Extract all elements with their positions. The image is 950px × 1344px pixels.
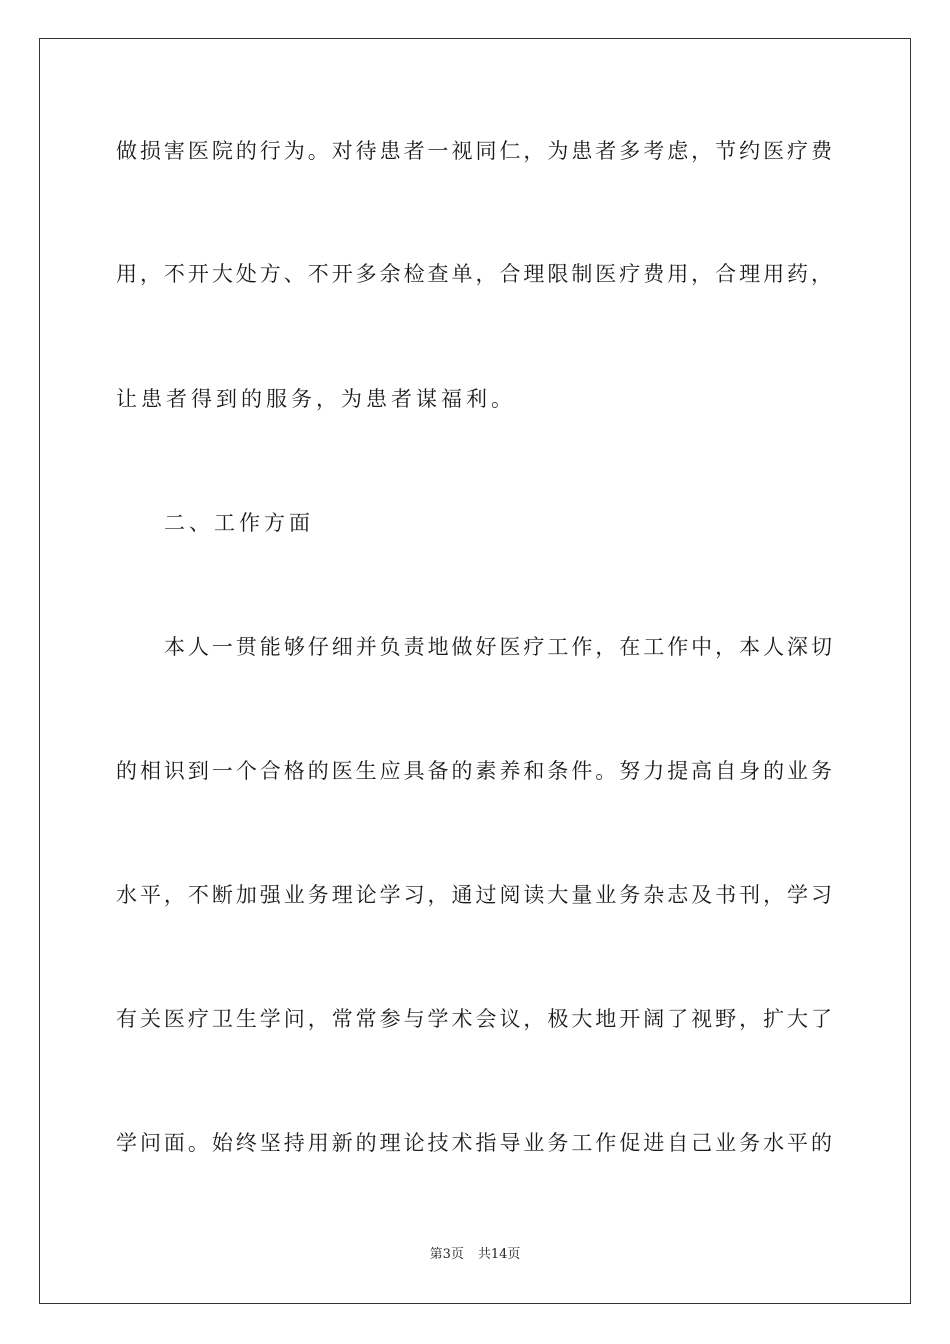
- page-footer: [0, 1246, 950, 1264]
- body-text-line: 学问面。始终坚持用新的理论技术指导业务工作促进自己业务水平的: [116, 1131, 832, 1155]
- body-text-line: 本人一贯能够仔细并负责地做好医疗工作，在工作中，本人深切: [164, 635, 832, 659]
- body-text-line: 让患者得到的服务，为患者谋福利。: [116, 387, 516, 411]
- body-text-line: 水平，不断加强业务理论学习，通过阅读大量业务杂志及书刊，学习: [116, 883, 832, 907]
- body-text-line: 的相识到一个合格的医生应具备的素养和条件。努力提高自身的业务: [116, 759, 832, 783]
- page-total: 共14页: [477, 1247, 521, 1262]
- body-text-line: 做损害医院的行为。对待患者一视同仁，为患者多考虑，节约医疗费: [116, 139, 832, 163]
- body-text-line: 有关医疗卫生学问，常常参与学术会议，极大地开阔了视野，扩大了: [116, 1007, 832, 1031]
- section-heading: 二、工作方面: [164, 511, 314, 535]
- page-border: [39, 38, 911, 1304]
- body-text-line: 用，不开大处方、不开多余检查单，合理限制医疗费用，合理用药，: [116, 262, 832, 286]
- page-number: 第3页: [429, 1247, 464, 1262]
